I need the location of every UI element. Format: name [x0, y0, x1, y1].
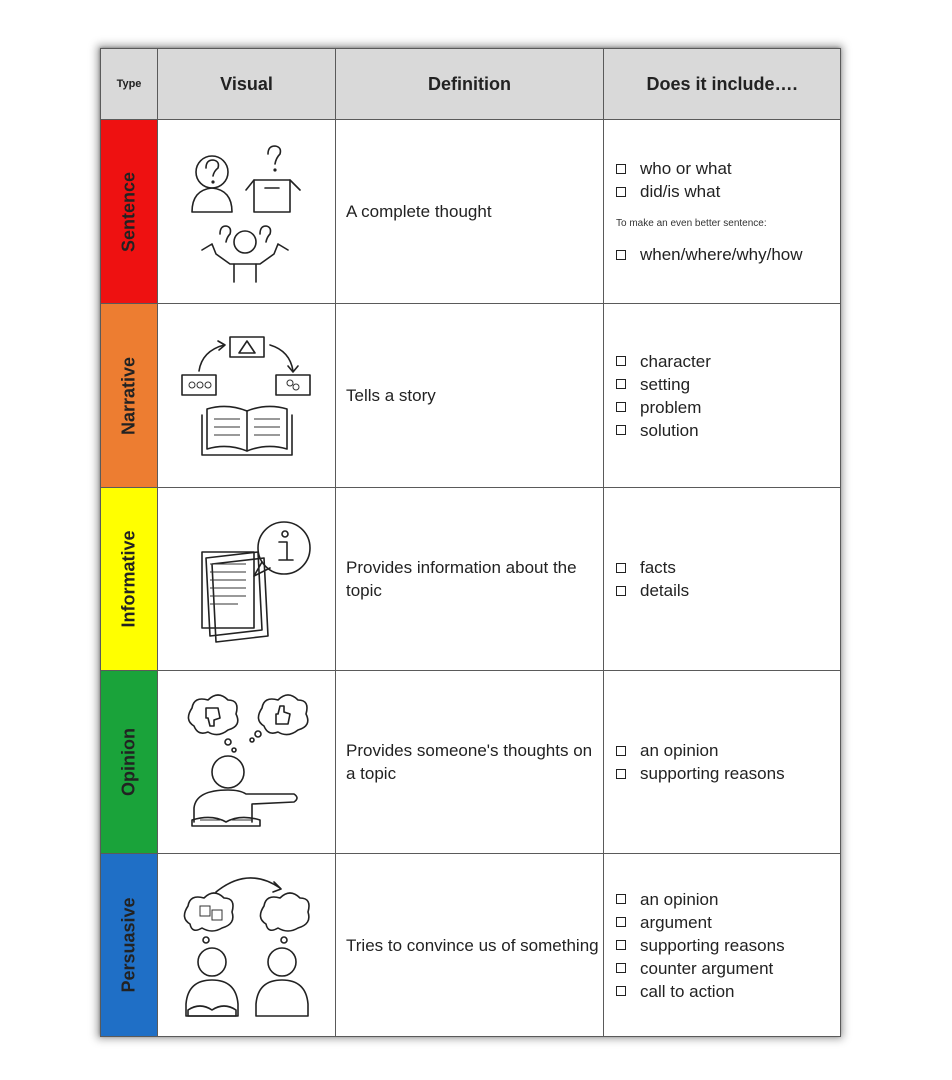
checklist-item [616, 396, 840, 419]
definition-column-header: Definition [336, 49, 604, 120]
checklist-item-label: an opinion [640, 741, 719, 760]
checklist-item-label: argument [640, 912, 712, 932]
definition-cell-persuasive: Tries to convince us of something [336, 854, 604, 1037]
checklist-item [616, 888, 840, 911]
checklist-item-label: details [640, 581, 690, 600]
checkbox-icon [616, 187, 626, 197]
checkbox-icon [616, 894, 626, 904]
checklist-item [616, 934, 840, 957]
checklist-cell-narrative [604, 304, 841, 488]
type-label-informative: Informative [118, 530, 139, 628]
checkbox-icon [616, 746, 626, 756]
visual-column-header: Visual [158, 49, 336, 120]
checklist-cell-informative [604, 488, 841, 671]
checkbox-icon [616, 379, 626, 389]
definition-cell-narrative: Tells a story [336, 304, 604, 488]
checklist-item-label: call to action [640, 981, 735, 1001]
checkbox-icon [616, 356, 626, 366]
visual-cell-sentence [158, 120, 336, 304]
checklist-item-label: setting [640, 374, 691, 394]
includes-column-header: Does it include…. [604, 49, 841, 120]
checklist-item-label: character [640, 351, 711, 371]
checklist-item [616, 957, 840, 980]
type-label-persuasive: Persuasive [118, 897, 139, 993]
table-header-row [101, 49, 841, 120]
type-cell-persuasive [101, 854, 158, 1037]
checkbox-icon [616, 402, 626, 412]
checkbox-icon [616, 250, 626, 260]
checkbox-icon [616, 586, 626, 596]
type-cell-narrative [101, 304, 158, 488]
table-row-informative [101, 488, 841, 671]
checkbox-icon [616, 563, 626, 573]
checklist-item-label: did/is what [640, 182, 721, 201]
definition-cell-sentence: A complete thought [336, 120, 604, 304]
checklist-cell-sentence [604, 120, 841, 304]
checkbox-icon [616, 963, 626, 973]
checklist-cell-persuasive [604, 854, 841, 1037]
visual-cell-narrative [158, 304, 336, 488]
checklist-item-label: facts [640, 558, 676, 577]
type-label-sentence: Sentence [118, 171, 139, 252]
checklist-item [616, 373, 840, 396]
checklist-item [616, 980, 840, 1003]
checklist-item-label: problem [640, 397, 702, 417]
checklist-item-label: who or what [640, 159, 732, 178]
checklist-item [616, 556, 840, 579]
story-book-icon [172, 331, 322, 461]
type-label-opinion: Opinion [118, 728, 139, 796]
persuading-people-icon [172, 870, 322, 1020]
checkbox-icon [616, 164, 626, 174]
checklist-item-label: supporting reasons [640, 935, 785, 955]
table-row-persuasive [101, 854, 841, 1037]
checklist-item [616, 180, 840, 203]
definition-cell-opinion: Provides someone's thoughts on a topic [336, 671, 604, 854]
type-cell-informative [101, 488, 158, 671]
writing-types-table [100, 48, 841, 1037]
checklist-item-label: supporting reasons [640, 764, 785, 783]
checkbox-icon [616, 986, 626, 996]
checklist-item [616, 157, 840, 180]
question-people-icon [172, 132, 322, 292]
checklist-item-label: counter argument [640, 958, 774, 978]
type-cell-opinion [101, 671, 158, 854]
table-row-opinion [101, 671, 841, 854]
checklist-item [616, 350, 840, 373]
checkbox-icon [616, 940, 626, 950]
type-label-narrative: Narrative [118, 356, 139, 435]
checklist-item-label: solution [640, 420, 699, 440]
checkbox-icon [616, 425, 626, 435]
info-documents-icon [172, 512, 322, 647]
table-row-narrative [101, 304, 841, 488]
type-column-header: Type [101, 49, 158, 120]
checklist-item-label: when/where/why/how [640, 245, 803, 264]
checklist-item [616, 762, 840, 785]
type-cell-sentence [101, 120, 158, 304]
thumbs-thinking-person-icon [172, 690, 322, 835]
definition-cell-informative: Provides information about the topic [336, 488, 604, 671]
table-row-sentence [101, 120, 841, 304]
checklist-item [616, 579, 840, 602]
checklist-item [616, 739, 840, 762]
visual-cell-persuasive [158, 854, 336, 1037]
writing-types-chart [100, 48, 840, 1036]
better-sentence-note: To make an even better sentence: [616, 218, 767, 229]
visual-cell-informative [158, 488, 336, 671]
checklist-cell-opinion [604, 671, 841, 854]
checkbox-icon [616, 769, 626, 779]
checklist-item-label: an opinion [640, 889, 719, 909]
visual-cell-opinion [158, 671, 336, 854]
checklist-item [616, 419, 840, 442]
checkbox-icon [616, 917, 626, 927]
checklist-item [616, 911, 840, 934]
checklist-item [616, 243, 840, 266]
